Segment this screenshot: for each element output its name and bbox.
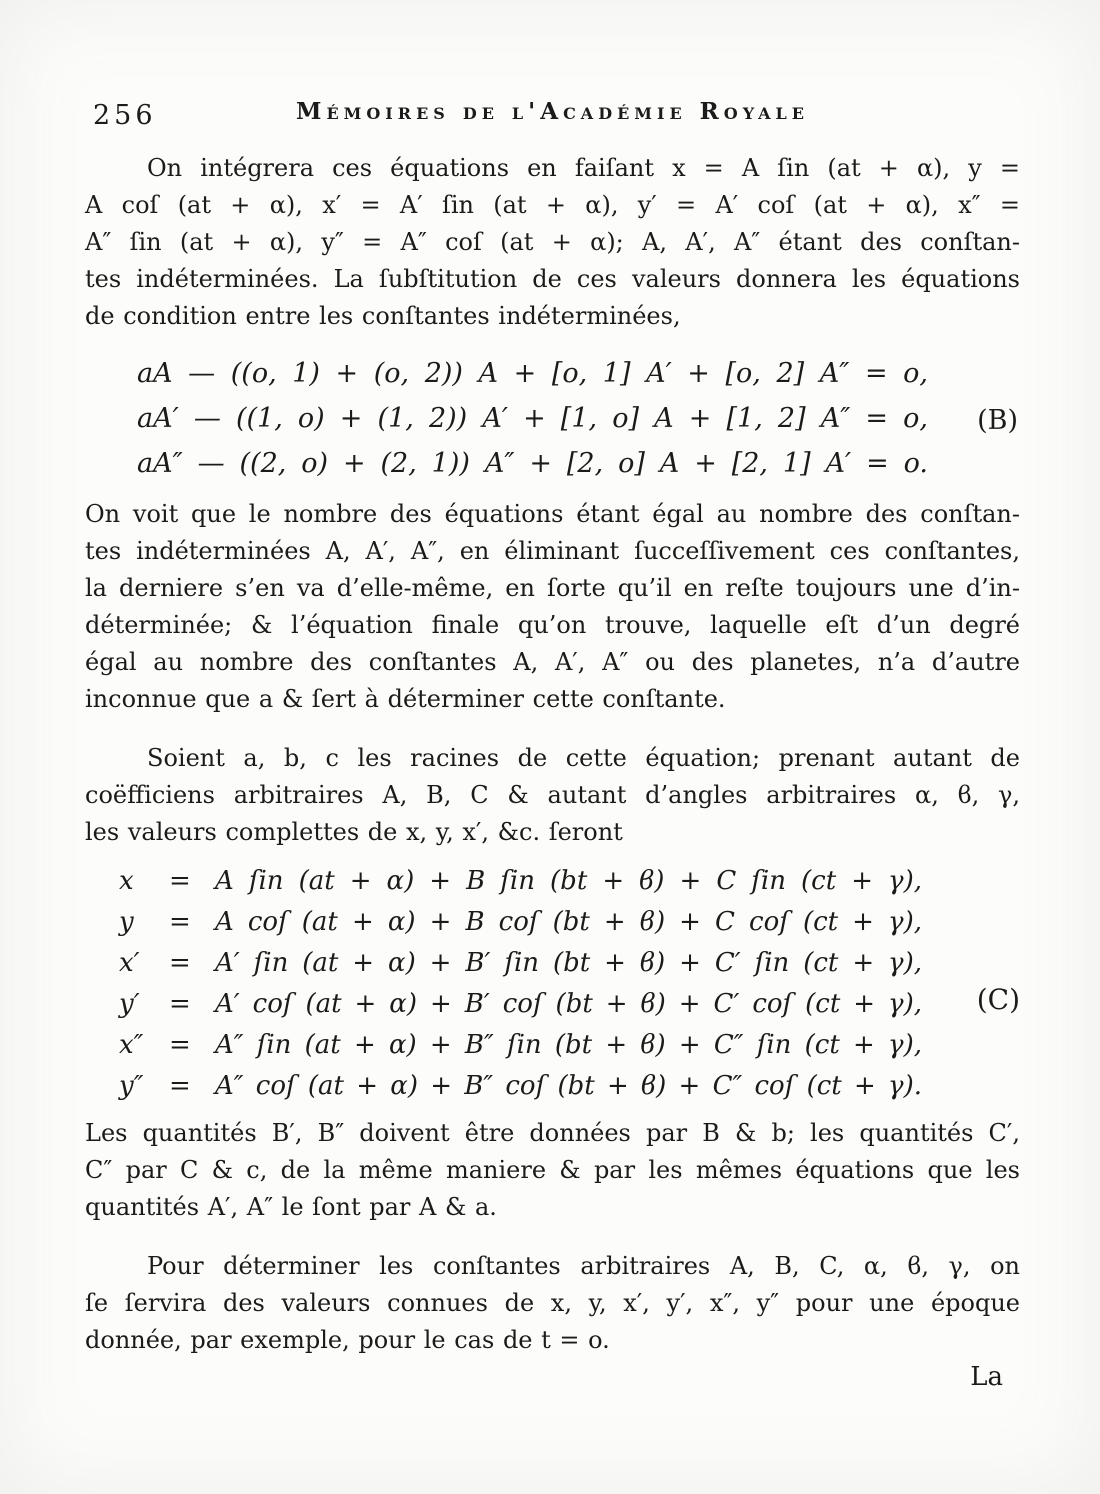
equation-rhs: A coſ (at + α) + B coſ (bt + ϐ) + C coſ (ct + γ),	[215, 907, 922, 937]
text-line: quantités A′, A″ le ſont par A & a.	[85, 1193, 497, 1221]
text-line: déterminée; & l’équation finale qu’on trouve, laquelle eſt d’un degré	[85, 611, 1020, 639]
equation-label-B: (B)	[977, 405, 1018, 436]
text-line: ſe ſervira des valeurs connues de x, y, x′, y′, x″, y″ pour une époque	[85, 1289, 1020, 1317]
page-header	[85, 96, 1020, 150]
running-title: Mémoires de l'Académie Royale	[296, 98, 809, 125]
text-line: A coſ (at + α), x′ = A′ ſin (at + α), y′ = A′ coſ (at + α), x″ =	[85, 191, 1020, 219]
equation-rhs: A″ ſin (at + α) + B″ ſin (bt + ϐ) + C″ ſin (ct + γ),	[215, 1030, 922, 1060]
equation-rhs: A′ coſ (at + α) + B′ coſ (bt + ϐ) + C′ coſ (ct + γ),	[215, 989, 922, 1019]
equation-lhs: y	[119, 907, 134, 937]
text-line: donnée, par exemple, pour le cas de t = o.	[85, 1326, 610, 1354]
equation-block-B	[85, 351, 1020, 486]
equation-line: aA′ — ((1, o) + (1, 2)) A′ + [1, o] A + [1, 2] A″ = o,	[137, 403, 928, 434]
equals-sign: =	[169, 948, 191, 978]
equation-lhs: x′	[119, 948, 140, 978]
paragraph-1	[85, 150, 1020, 335]
text-line: Les quantités B′, B″ doivent être données par B & b; les quantités C′,	[85, 1119, 1020, 1147]
text-line: On intégrera ces équations en faiſant x = A ſin (at + α), y =	[147, 154, 1020, 182]
equals-sign: =	[169, 866, 191, 896]
equation-rhs: A ſin (at + α) + B ſin (bt + ϐ) + C ſin (ct + γ),	[215, 866, 922, 896]
equation-line: aA — ((o, 1) + (o, 2)) A + [o, 1] A′ + [o, 2] A″ = o,	[137, 358, 928, 389]
equation-lhs: x″	[119, 1030, 144, 1060]
equals-sign: =	[169, 1071, 191, 1101]
paragraph-2	[85, 496, 1020, 718]
equation-row	[85, 984, 1020, 1025]
page-number: 256	[93, 100, 157, 131]
text-line: Pour déterminer les conſtantes arbitraires A, B, C, α, ϐ, γ, on	[147, 1252, 1020, 1280]
equation-row	[85, 943, 1020, 984]
paragraph-4	[85, 1115, 1020, 1226]
equation-row	[85, 902, 1020, 943]
text-line: les valeurs complettes de x, y, x′, &c. ſeront	[85, 818, 623, 846]
equation-lhs: y′	[119, 989, 140, 1019]
equation-line: aA″ — ((2, o) + (2, 1)) A″ + [2, o] A + [2, 1] A′ = o.	[137, 448, 928, 479]
equation-row	[85, 1066, 1020, 1107]
equation-row	[85, 1025, 1020, 1066]
equals-sign: =	[169, 907, 191, 937]
paragraph-3	[85, 740, 1020, 851]
text-line: coëfficiens arbitraires A, B, C & autant d’angles arbitraires α, ϐ, γ,	[85, 781, 1020, 809]
equals-sign: =	[169, 1030, 191, 1060]
paragraph-5	[85, 1248, 1020, 1359]
text-block	[85, 96, 1020, 1359]
text-line: tes indéterminées. La ſubſtitution de ces valeurs donnera les équations	[85, 265, 1020, 293]
text-line: inconnue que a & ſert à déterminer cette conſtante.	[85, 685, 726, 713]
text-line: Soient a, b, c les racines de cette équation; prenant autant de	[147, 744, 1020, 772]
text-line: la derniere s’en va d’elle-même, en ſorte qu’il en reſte toujours une d’in-	[85, 574, 1020, 602]
equation-row	[85, 861, 1020, 902]
text-line: égal au nombre des conſtantes A, A′, A″ ou des planetes, n’a d’autre	[85, 648, 1020, 676]
equals-sign: =	[169, 989, 191, 1019]
text-line: A″ ſin (at + α), y″ = A″ coſ (at + α); A, A′, A″ étant des conſtan-	[85, 228, 1020, 256]
text-line: C″ par C & c, de la même maniere & par les mêmes équations que les	[85, 1156, 1020, 1184]
text-line: On voit que le nombre des équations étant égal au nombre des conſtan-	[85, 500, 1020, 528]
equation-block-C	[85, 861, 1020, 1107]
equation-rhs: A″ coſ (at + α) + B″ coſ (bt + ϐ) + C″ coſ (ct + γ).	[215, 1071, 922, 1101]
equation-label-C: (C)	[976, 983, 1020, 1016]
equation-rhs: A′ ſin (at + α) + B′ ſin (bt + ϐ) + C′ ſin (ct + γ),	[215, 948, 922, 978]
text-line: de condition entre les conſtantes indéterminées,	[85, 302, 681, 330]
text-line: tes indéterminées A, A′, A″, en éliminant ſucceſſivement ces conſtantes,	[85, 537, 1020, 565]
equation-lhs: y″	[119, 1071, 144, 1101]
equation-lhs: x	[119, 866, 134, 896]
catchword: La	[970, 1362, 1003, 1392]
